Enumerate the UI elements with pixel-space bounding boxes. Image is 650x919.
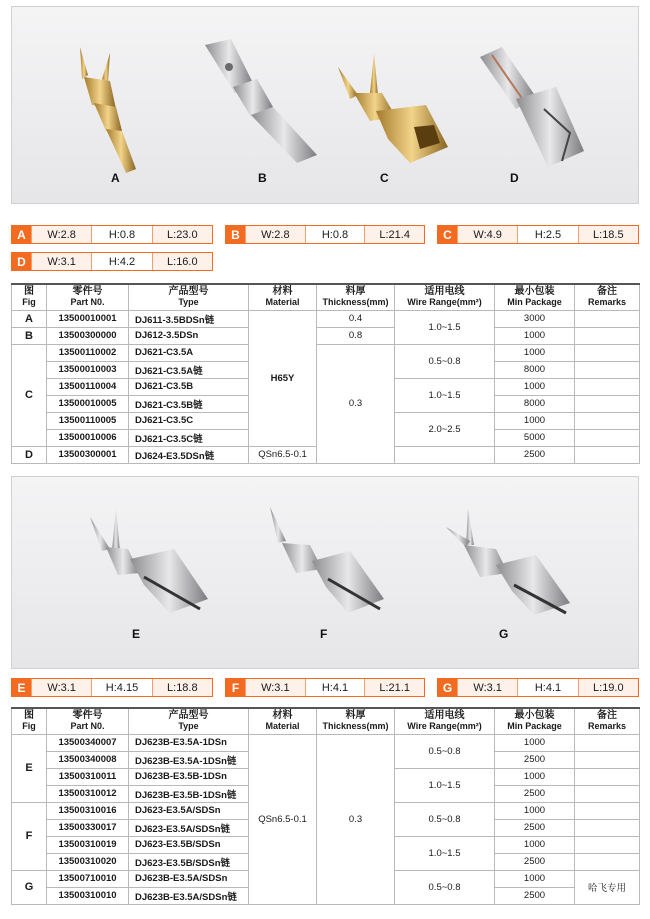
dimension-tag: B — [226, 226, 245, 243]
part-number: 13500010005 — [47, 395, 129, 412]
table-header-row — [12, 708, 640, 734]
material-cell: H65Y — [249, 310, 317, 446]
part-number: 13500300000 — [47, 327, 129, 344]
product-type: DJ623B-E3.5A/SDSn链 — [129, 887, 249, 904]
product-type: DJ621-C3.5A链 — [129, 361, 249, 378]
product-type: DJ623B-E3.5B-1DSn — [129, 768, 249, 785]
material-cell: QSn6.5-0.1 — [249, 734, 317, 904]
product-type: DJ623B-E3.5A-1DSn链 — [129, 751, 249, 768]
min-package: 3000 — [495, 310, 575, 327]
dimension-tag: A — [12, 226, 31, 243]
product-type: DJ623B-E3.5A-1DSn — [129, 734, 249, 751]
header-material: 材料 Material — [249, 284, 317, 310]
dimension-box-d — [11, 252, 213, 271]
wire-range-cell: 2.0~2.5 — [395, 412, 495, 446]
remarks-cell — [575, 836, 640, 853]
product-type: DJ621-C3.5C — [129, 412, 249, 429]
product-type: DJ621-C3.5C链 — [129, 429, 249, 446]
dimension-height: H:0.8 — [305, 226, 365, 243]
header-type: 产品型号 Type — [129, 284, 249, 310]
remarks-cell — [575, 734, 640, 751]
min-package: 1000 — [495, 802, 575, 819]
min-package: 1000 — [495, 734, 575, 751]
figure-label-b: B — [258, 171, 267, 185]
remarks-cell — [575, 310, 640, 327]
header-type: 产品型号 Type — [129, 708, 249, 734]
part-number: 13500010001 — [47, 310, 129, 327]
fig-cell: E — [12, 734, 47, 802]
remarks-cell — [575, 361, 640, 378]
dimension-tag: F — [226, 679, 245, 696]
figure-label-g: G — [499, 627, 509, 641]
dimension-length: L:18.8 — [152, 679, 212, 696]
dimension-box-e — [11, 678, 213, 697]
terminal-e-image — [82, 505, 222, 615]
dimension-width: W:3.1 — [245, 679, 305, 696]
wire-range-cell: 1.0~1.5 — [395, 836, 495, 870]
dimension-height: H:0.8 — [91, 226, 151, 243]
part-number: 13500110004 — [47, 378, 129, 395]
terminal-f-image — [256, 503, 396, 615]
min-package: 2500 — [495, 446, 575, 463]
header-thickness: 料厚 Thickness(mm) — [317, 708, 395, 734]
product-type: DJ621-C3.5B — [129, 378, 249, 395]
wire-range-cell: 0.5~0.8 — [395, 344, 495, 378]
wire-range-cell: 0.5~0.8 — [395, 870, 495, 904]
remarks-cell — [575, 446, 640, 463]
wire-range-cell: 0.5~0.8 — [395, 802, 495, 836]
table-header-row — [12, 284, 640, 310]
header-remarks: 备注 Remarks — [575, 284, 640, 310]
fig-cell: G — [12, 870, 47, 904]
remarks-cell — [575, 344, 640, 361]
remarks-cell — [575, 412, 640, 429]
product-type: DJ621-C3.5A — [129, 344, 249, 361]
min-package: 1000 — [495, 870, 575, 887]
header-thickness: 料厚 Thickness(mm) — [317, 284, 395, 310]
part-number: 13500340007 — [47, 734, 129, 751]
thickness-cell: 0.3 — [317, 734, 395, 904]
header-remarks: 备注 Remarks — [575, 708, 640, 734]
fig-cell: D — [12, 446, 47, 463]
part-number: 13500010003 — [47, 361, 129, 378]
thickness-cell: 0.8 — [317, 327, 395, 344]
thickness-cell: 0.3 — [317, 344, 395, 463]
dimension-box-a — [11, 225, 213, 244]
table-row — [12, 327, 640, 344]
product-type: DJ623B-E3.5B-1DSn链 — [129, 785, 249, 802]
min-package: 1000 — [495, 344, 575, 361]
min-package: 1000 — [495, 378, 575, 395]
dimension-height: H:4.1 — [305, 679, 365, 696]
header-material: 材料 Material — [249, 708, 317, 734]
min-package: 2500 — [495, 887, 575, 904]
wire-range-cell: 1.0~1.5 — [395, 310, 495, 344]
dimension-box-g — [437, 678, 639, 697]
product-type: DJ623-E3.5B/SDSn — [129, 836, 249, 853]
figure-label-a: A — [111, 171, 120, 185]
product-photo-panel-bottom — [11, 476, 639, 669]
product-type: DJ623-E3.5B/SDSn链 — [129, 853, 249, 870]
part-number: 13500310012 — [47, 785, 129, 802]
remarks-cell — [575, 768, 640, 785]
dimension-length: L:16.0 — [152, 253, 212, 270]
product-type: DJ623-E3.5A/SDSn — [129, 802, 249, 819]
min-package: 1000 — [495, 836, 575, 853]
dimension-length: L:23.0 — [152, 226, 212, 243]
part-number: 13500310019 — [47, 836, 129, 853]
dimension-height: H:4.2 — [91, 253, 151, 270]
part-number: 13500310020 — [47, 853, 129, 870]
terminal-g-image — [440, 505, 580, 617]
terminal-b-image — [197, 37, 327, 167]
header-fig: 图 Fig — [12, 284, 47, 310]
spec-table-2 — [11, 707, 640, 905]
min-package: 2500 — [495, 819, 575, 836]
product-type: DJ624-E3.5DSn链 — [129, 446, 249, 463]
fig-cell: B — [12, 327, 47, 344]
dimension-tag: C — [438, 226, 457, 243]
min-package: 8000 — [495, 395, 575, 412]
product-type: DJ612-3.5DSn — [129, 327, 249, 344]
dimension-length: L:19.0 — [578, 679, 638, 696]
header-part: 零件号 Part N0. — [47, 708, 129, 734]
remarks-cell — [575, 327, 640, 344]
dimension-width: W:3.1 — [31, 253, 91, 270]
dimension-width: W:3.1 — [457, 679, 517, 696]
part-number: 13500110002 — [47, 344, 129, 361]
dimension-length: L:21.4 — [364, 226, 424, 243]
dimension-width: W:2.8 — [31, 226, 91, 243]
min-package: 1000 — [495, 412, 575, 429]
part-number: 13500110005 — [47, 412, 129, 429]
dimension-height: H:4.1 — [517, 679, 577, 696]
header-fig: 图 Fig — [12, 708, 47, 734]
figure-label-d: D — [510, 171, 519, 185]
dimension-box-b — [225, 225, 425, 244]
product-type: DJ623-E3.5A/SDSn链 — [129, 819, 249, 836]
min-package: 2500 — [495, 751, 575, 768]
part-number: 13500310010 — [47, 887, 129, 904]
min-package: 1000 — [495, 768, 575, 785]
thickness-cell: 0.4 — [317, 310, 395, 327]
figure-label-c: C — [380, 171, 389, 185]
part-number: 13500310011 — [47, 768, 129, 785]
dimension-height: H:2.5 — [517, 226, 577, 243]
dimension-box-f — [225, 678, 425, 697]
part-number: 13500010006 — [47, 429, 129, 446]
dimension-tag: G — [438, 679, 457, 696]
remarks-cell — [575, 802, 640, 819]
dimension-width: W:2.8 — [245, 226, 305, 243]
figure-label-e: E — [132, 627, 141, 641]
header-wire-range: 适用电线 Wire Range(mm²) — [395, 708, 495, 734]
remarks-cell — [575, 751, 640, 768]
part-number: 13500310016 — [47, 802, 129, 819]
remarks-cell — [575, 785, 640, 802]
terminal-a-image — [62, 39, 142, 179]
remarks-cell — [575, 853, 640, 870]
remarks-cell — [575, 819, 640, 836]
header-part: 零件号 Part N0. — [47, 284, 129, 310]
dimension-length: L:21.1 — [364, 679, 424, 696]
table-row — [12, 344, 640, 361]
product-type: DJ611-3.5BDSn链 — [129, 310, 249, 327]
fig-cell: C — [12, 344, 47, 446]
table-row — [12, 310, 640, 327]
wire-range-cell — [395, 446, 495, 463]
header-min-package: 最小包装 Min Package — [495, 284, 575, 310]
dimension-tag: D — [12, 253, 31, 270]
header-wire-range: 适用电线 Wire Range(mm²) — [395, 284, 495, 310]
remarks-cell: 哈飞专用 — [575, 870, 640, 904]
wire-range-cell: 0.5~0.8 — [395, 734, 495, 768]
dimension-width: W:3.1 — [31, 679, 91, 696]
dimension-tag: E — [12, 679, 31, 696]
dimension-length: L:18.5 — [578, 226, 638, 243]
header-min-package: 最小包装 Min Package — [495, 708, 575, 734]
product-type: DJ621-C3.5B链 — [129, 395, 249, 412]
remarks-cell — [575, 429, 640, 446]
min-package: 5000 — [495, 429, 575, 446]
min-package: 1000 — [495, 327, 575, 344]
dimension-box-c — [437, 225, 639, 244]
material-cell: QSn6.5-0.1 — [249, 446, 317, 463]
remarks-cell — [575, 395, 640, 412]
product-photo-panel-top — [11, 6, 639, 204]
min-package: 2500 — [495, 785, 575, 802]
part-number: 13500300001 — [47, 446, 129, 463]
fig-cell: F — [12, 802, 47, 870]
fig-cell: A — [12, 310, 47, 327]
wire-range-cell: 1.0~1.5 — [395, 768, 495, 802]
table-row — [12, 734, 640, 751]
remarks-cell — [575, 378, 640, 395]
part-number: 13500340008 — [47, 751, 129, 768]
part-number: 13500710010 — [47, 870, 129, 887]
dimension-height: H:4.15 — [91, 679, 151, 696]
min-package: 8000 — [495, 361, 575, 378]
product-type: DJ623B-E3.5A/SDSn — [129, 870, 249, 887]
min-package: 2500 — [495, 853, 575, 870]
dimension-width: W:4.9 — [457, 226, 517, 243]
terminal-c-image — [330, 47, 460, 167]
wire-range-cell: 1.0~1.5 — [395, 378, 495, 412]
spec-table-1 — [11, 283, 640, 464]
figure-label-f: F — [320, 627, 328, 641]
terminal-d-image — [472, 43, 602, 173]
part-number: 13500330017 — [47, 819, 129, 836]
